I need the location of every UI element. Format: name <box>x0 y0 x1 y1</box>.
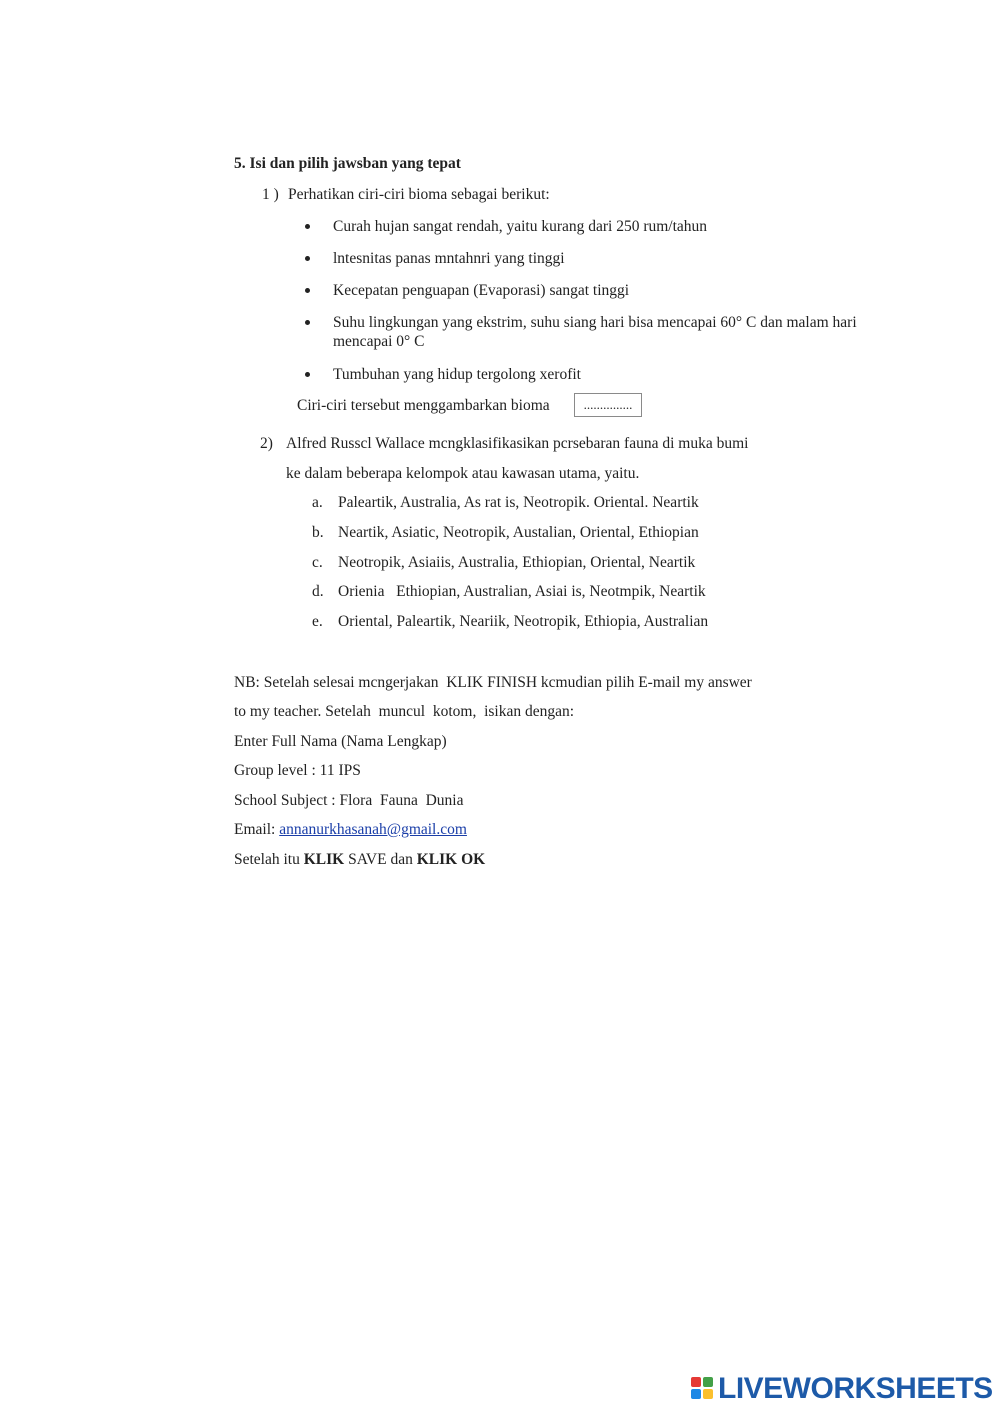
section-title: 5. Isi dan pilih jawsban yang tepat <box>234 155 461 172</box>
question-1-number: 1 ) <box>262 186 279 203</box>
bullet-item: Curah hujan sangat rendah, yaitu kurang dari 250 rum/tahun <box>333 218 708 235</box>
bullet-icon <box>305 288 310 293</box>
option-c[interactable]: Neotropik, Asiaiis, Australia, Ethiopian, Oriental, Neartik <box>338 554 696 571</box>
option-letter-d: d. <box>312 583 324 600</box>
final-text: SAVE dan <box>344 851 417 868</box>
email-label: Email: <box>234 821 280 838</box>
option-letter-e: e. <box>312 613 323 630</box>
logo-text: LIVEWORKSHEETS <box>718 1372 993 1405</box>
liveworksheets-logo-icon <box>691 1377 715 1401</box>
option-letter-c: c. <box>312 554 323 571</box>
note-line-4: Group level : 11 IPS <box>234 762 361 779</box>
answer-input-bioma[interactable]: ............... <box>574 393 642 417</box>
option-letter-b: b. <box>312 524 324 541</box>
final-klik: KLIK <box>303 851 345 868</box>
bullet-item: lntesnitas panas mntahnri yang tinggi <box>333 250 565 267</box>
option-a[interactable]: Paleartik, Australia, As rat is, Neotropik. Oriental. Neartik <box>338 494 699 511</box>
option-e[interactable]: Oriental, Paleartik, Neariik, Neotropik, Ethiopia, Australian <box>338 613 709 630</box>
question-2-prompt-line2: ke dalam beberapa kelompok atau kawasan utama, yaitu. <box>286 465 640 482</box>
option-b[interactable]: Neartik, Asiatic, Neotropik, Austalian, Oriental, Ethiopian <box>338 524 699 541</box>
bullet-item: Suhu lingkungan yang ekstrim, suhu siang hari bisa mencapai 60° C dan malam hari <box>333 314 857 331</box>
bullet-item: Tumbuhan yang hidup tergolong xerofit <box>333 366 581 383</box>
question-2-number: 2) <box>260 435 273 452</box>
option-d[interactable]: Orienia Ethiopian, Australian, Asiai is, Neotmpik, Neartik <box>338 583 706 600</box>
note-line-3: Enter Full Nama (Nama Lengkap) <box>234 733 447 750</box>
final-klik-ok: KLIK OK <box>416 851 486 868</box>
question-2-prompt: Alfred Russcl Wallace mcngklasifikasikan pcrsebaran fauna di muka bumi <box>286 435 749 452</box>
bullet-icon <box>305 224 310 229</box>
note-line-2: to my teacher. Setelah muncul kotom, isikan dengan: <box>234 703 575 720</box>
question-1-prompt: Perhatikan ciri-ciri bioma sebagai berikut: <box>288 186 550 203</box>
bullet-icon <box>305 256 310 261</box>
bullet-item: Kecepatan penguapan (Evaporasi) sangat tinggi <box>333 282 630 299</box>
note-final-line <box>234 851 485 869</box>
bullet-item-continuation: mencapai 0° C <box>333 333 425 350</box>
bullet-icon <box>305 372 310 377</box>
email-link[interactable]: annanurkhasanah@gmail.com <box>279 821 467 838</box>
note-email-line <box>234 821 467 839</box>
bullet-icon <box>305 320 310 325</box>
note-line-5: School Subject : Flora Fauna Dunia <box>234 792 464 809</box>
note-line-1: NB: Setelah selesai mcngerjakan KLIK FINISH kcmudian pilih E-mail my answer <box>234 674 752 691</box>
question-1-statement: Ciri-ciri tersebut menggambarkan bioma <box>297 397 550 414</box>
option-letter-a: a. <box>312 494 323 511</box>
final-text: Setelah itu <box>234 851 304 868</box>
